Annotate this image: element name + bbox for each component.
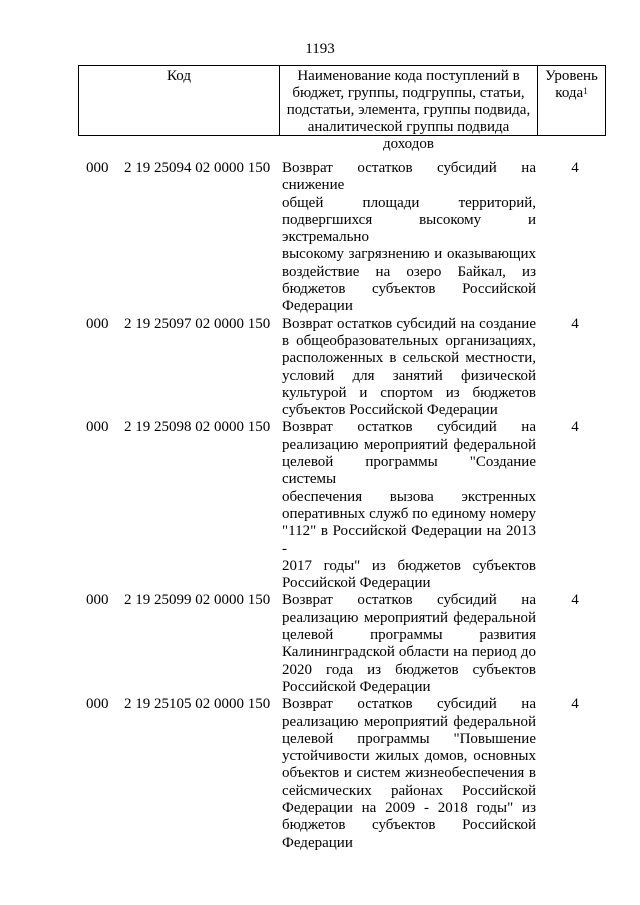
revenue-name-line: обеспечения вызова экстренных [282, 488, 536, 505]
table-row [0, 316, 640, 420]
revenue-name [282, 316, 536, 420]
revenue-name-line: реализацию мероприятий федеральной [282, 713, 536, 730]
header-level-line2 [538, 85, 605, 102]
revenue-name-line: целевой программы "Создание системы [282, 454, 536, 488]
revenue-name-line: бюджетов субъектов Российской [282, 281, 536, 298]
revenue-name-line: субъектов Российской Федерации [282, 402, 498, 419]
header-name [280, 66, 538, 152]
header-level [538, 66, 605, 135]
header-level-footnote: 1 [583, 86, 588, 96]
table-row [0, 696, 640, 852]
revenue-code: 2 19 25099 02 0000 150 [124, 592, 271, 609]
revenue-name-line: 2017 годы" из бюджетов субъектов [282, 557, 536, 574]
revenue-name-line: культурой и спортом из бюджетов [282, 384, 536, 401]
table-body [0, 160, 640, 852]
revenue-name-line: Возврат остатков субсидий на [282, 419, 536, 436]
header-name-line: подстатьи, элемента, группы подвида, [286, 102, 531, 118]
revenue-name-line: сейсмических районах Российской [282, 782, 536, 799]
admin-code: 000 [86, 419, 109, 436]
revenue-name-line: Калининградской области на период до [282, 644, 536, 661]
revenue-name-line: Российской Федерации [282, 575, 431, 592]
revenue-name-line: условий для занятий физической [282, 367, 536, 384]
revenue-name-line: подвергшихся высокому и экстремально [282, 211, 536, 246]
revenue-name-line: 2020 года из бюджетов субъектов [282, 661, 536, 678]
revenue-name-line: реализацию мероприятий федеральной [282, 609, 536, 626]
revenue-name-line: воздействие на озеро Байкал, из [282, 263, 536, 280]
revenue-name-line: Федерации на 2009 - 2018 годы" из [282, 799, 536, 816]
revenue-name-line: Федерации [282, 298, 353, 315]
header-level-word: кода [555, 85, 584, 101]
code-level: 4 [571, 419, 579, 436]
revenue-name-line: бюджетов субъектов Российской [282, 817, 536, 834]
revenue-name-line: Возврат остатков субсидий на [282, 696, 536, 713]
header-level-line1: Уровень [545, 68, 598, 84]
revenue-code: 2 19 25097 02 0000 150 [124, 315, 271, 332]
revenue-name [282, 696, 536, 852]
revenue-name [282, 160, 536, 316]
revenue-name-line: объектов и систем жизнеобеспечения в [282, 765, 536, 782]
admin-code: 000 [86, 315, 109, 332]
revenue-name [282, 419, 536, 592]
revenue-code: 2 19 25098 02 0000 150 [124, 419, 271, 436]
revenue-name-line: Федерации [282, 834, 353, 851]
revenue-name-line: в общеобразовательных организациях, [282, 332, 536, 349]
code-level: 4 [571, 160, 579, 176]
revenue-name-line: устойчивости жилых домов, основных [282, 748, 536, 765]
header-name-line: аналитической группы подвида доходов [307, 119, 510, 152]
revenue-name-line: целевой программы "Повышение [282, 730, 536, 747]
revenue-code: 2 19 25094 02 0000 150 [124, 160, 271, 176]
code-level: 4 [571, 696, 579, 713]
table-row [0, 419, 640, 592]
header-code: Код [79, 66, 280, 135]
revenue-name-line: общей площади территорий, [282, 194, 536, 211]
admin-code: 000 [86, 592, 109, 609]
table-header [78, 65, 606, 152]
page-number: 1193 [305, 41, 335, 57]
table-row [0, 592, 640, 696]
revenue-name-line: "112" в Российской Федерации на 2013 - [282, 523, 536, 557]
revenue-name-line: расположенных в сельской местности, [282, 350, 536, 367]
revenue-name-line: Российской Федерации [282, 678, 431, 695]
revenue-name-line: оперативных служб по единому номеру [282, 505, 536, 522]
revenue-name-line: высокому загрязнению и оказывающих [282, 246, 536, 263]
header-name-line: бюджет, группы, подгруппы, статьи, [292, 85, 525, 101]
revenue-name-line: Возврат остатков субсидий на создание [282, 315, 536, 332]
table-row [0, 160, 640, 316]
revenue-name-line: Возврат остатков субсидий на [282, 592, 536, 609]
header-name-line: Наименование кода поступлений в [297, 68, 520, 84]
revenue-name-line: целевой программы развития [282, 627, 536, 644]
revenue-name-line: реализацию мероприятий федеральной [282, 436, 536, 453]
admin-code: 000 [86, 696, 109, 713]
revenue-name [282, 592, 536, 696]
code-level: 4 [571, 315, 579, 332]
code-level: 4 [571, 592, 579, 609]
revenue-code: 2 19 25105 02 0000 150 [124, 696, 271, 713]
admin-code: 000 [86, 160, 109, 176]
revenue-name-line: Возврат остатков субсидий на снижение [282, 160, 536, 194]
